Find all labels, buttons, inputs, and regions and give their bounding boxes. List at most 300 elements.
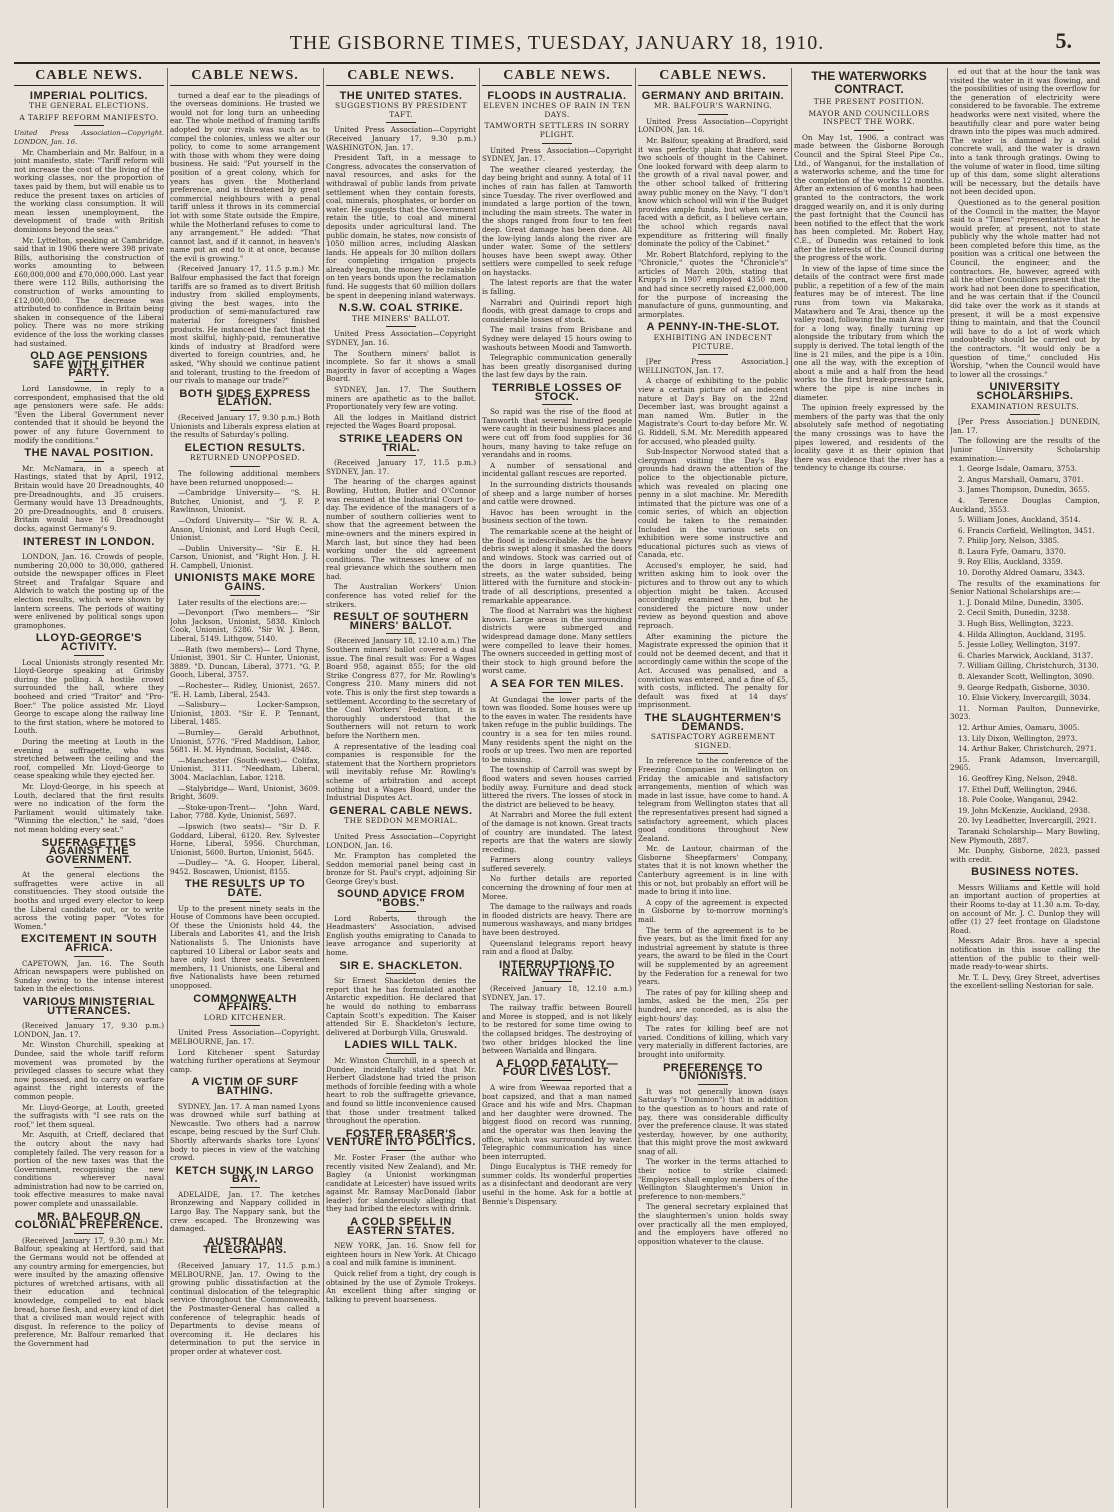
column-2 [170,68,320,1508]
article-paragraph: The damage to the railways and roads in flooded districts are heavy. There are numerous washaways, and many bridges have been destroyed. [482,902,632,938]
article-paragraph: CAPETOWN, Jan. 16. The South African newspapers were published on Sunday owing to the intense interest taken in the elections. [14,958,164,994]
article-headline: ELECTION RESULTS. [184,441,306,454]
article-headline: INTERRUPTIONS TO RAILWAY TRAFFIC. [499,958,615,980]
article-subhead: MR. BALFOUR'S WARNING. [653,101,773,111]
divider [698,1084,728,1085]
divider [230,595,260,596]
article-paragraph: 8. Alexander Scott, Wellington, 3090. [958,672,1095,681]
article-headline: FLOODS IN AUSTRALIA. [487,89,627,102]
article-paragraph: The latest reports are that the water is falling. [482,278,632,297]
article-headline: IMPERIAL POLITICS. [29,89,149,102]
article [482,1057,632,1162]
article-paragraph: Up to the present ninety seats in the House of Commons have been occupied. Of these the Unionists hold 44, the Liberals and Laborites 41, and the Irish Nationalists 5. The Unionists have captured 10 Liberal or Labor seats and have only lost three seats. Seventeen members, 11 Unionists, one Liberal and five Nationalists have been returned unopposed. [170,903,320,990]
column-separator [167,68,168,1508]
article-headline: THE SLAUGHTERMEN'S DEMANDS. [644,711,782,733]
article-paragraph: 13. Lily Dixon, Wellington, 2973. [958,733,1078,743]
article-paragraph: United Press Association—Copyright. MELBOURNE, Jan. 17. [170,1028,320,1046]
article-paragraph: Messrs Williams and Kettle will hold an important auction of properties at their Rooms to-day at 11.30 a.m. To-day, on account of Mr. J. C. Dunlop they will offer (1) 27 feet frontage on Gladstone Road. [950,882,1100,935]
article-paragraph: Mr. Winston Churchill, in a speech at Dundee, incidentally stated that Mr. Herbert Gladstone had tried the prison methods of forcible feeding with a whole heart to rob the suffragette grievance, and found so little inconvenience caused that those under treatment talked throughout the operation. [326,1055,476,1126]
article-subhead: SUGGESTIONS BY PRESIDENT TAFT. [335,101,467,119]
article-headline: A FLOOD FATALITY—FOUR LIVES LOST. [495,1057,619,1079]
article-paragraph: Mr. de Lautour, chairman of the Gisborne Sheepfarmers' Company, states that it is not known whether the Canterbury agreement is in line with this or not, but probably an effort will be made to bring it into line. [638,844,788,897]
article-paragraph: 5. Jessie Lolley, Wellington, 3197. [958,640,1081,650]
article-paragraph: 11. Norman Paulton, Dunnevirke, 3023. [950,703,1100,722]
article-paragraph: (Received January 17, 11.5 p.m.) SYDNEY, Jan. 17. [326,458,476,476]
article-paragraph: A charge of exhibiting to the public view a certain picture of an indecent nature at Day's Bay on the 22nd December last, was brought against a man named Wm. Butler in the Magistrate's Court to-day before Mr. W. G. Riddell, S.M. Mr. Meredith appeared for accused, who pleaded guilty. [638,376,788,446]
article-headline: BOTH SIDES EXPRESS ELATION. [179,387,311,409]
article-headline: LADIES WILL TALK. [344,1039,458,1052]
divider [386,911,416,912]
article [950,868,1100,991]
article-paragraph: United Press Association—Copyright (Received January 17, 9.30 p.m.) WASHINGTON, Jan. 17. [326,125,476,152]
article-paragraph: A number of sensational and incidental gallant rescues are reported. [482,460,632,479]
article-paragraph: Mr. Asquith, at Crieff, declared that the outcry about the navy had completely failed. The very reason for a portion of the new taxes was that the Government, recognising the new conditions wherever naval administration had now to be carried on, took effective measures to make naval power complete and unassailable. [14,1130,164,1209]
article-subhead: EXHIBITING AN INDECENT PICTURE. [653,333,773,351]
divider [74,549,104,550]
article-headline: INTEREST IN LONDON. [23,535,155,548]
article [170,992,320,1075]
article-headline: UNIONISTS MAKE MORE GAINS. [174,572,316,594]
divider [386,973,416,974]
divider [74,956,104,957]
divider [74,1233,104,1234]
article [170,1164,320,1234]
article-paragraph: Later results of the elections are:— [178,597,307,607]
article-paragraph: ADELAIDE, Jan. 17. The ketches Bronzewing and Nappary collided in Largo Bay. The Nappary sank, but the crew escaped. The Bronzewing was damaged. [170,1189,320,1234]
article-paragraph: ed out that at the hour the tank was visited the water in it was flowing, and the possibilities of using the overflow for the generation of electricity were considered to be favorable. The extreme headworks were next visited, where the beautifully clear and pure water being drawn into the pipes was much admired. The water is dammed by a solid concrete wall, and the water is drawn into a tank through gratings. Owing to the volume of water in flood, time silting up of this dam, some slight alterations will be necessary, but the details have not been decided upon. [950,68,1100,197]
article-paragraph: Mr. Foster Fraser (the author who recently visited New Zealand), and Mr. Bagley (a Unionist workingman candidate at Leicester) have issued writs against Mr. Ramsay MacDonald (labor leader) for slanderously alleging that they had bribed the electors with drink. [326,1152,476,1214]
article-paragraph: Mr. Balfour, speaking at Bradford, said it was perfectly plain that there were two schools of thought in the Cabinet. One looked forward with deep alarm to the growth of a rival naval power, and the other school talked of frittering away public money on the Navy. "I don't know which school will win if the Budget provides ample funds, but when we are faced with a deficit, as I believe certain, the school which regards naval expenditure as frittering will finally dominate the policy of the Cabinet." [638,135,788,249]
article-headline: GENERAL CABLE NEWS. [329,804,473,817]
article-paragraph: Accused's employer, he said, had written asking him to look over the pictures and to throw out any to which objection might be taken. Accused accordingly examined them, but he considered the picture now under review as beyond question and above reproach. [638,560,788,631]
article-paragraph: 17. Ethel Duff, Wellington, 2946. [958,784,1078,794]
article-paragraph: Taranaki Scholarship— Mary Bowling, New Plymouth, 2887. [950,826,1100,845]
article [638,711,788,1060]
column-1 [14,68,164,1508]
divider [698,753,728,754]
article-paragraph: The term of the agreement is to be five years, but as the limit fixed for any industrial agreement by statute is three years, the award to be filed in the Court will be supplemented by an agreement by the Federation for a renewal for two years. [638,925,788,987]
article-paragraph: 3. Hugh Biss, Wellington, 3223. [958,619,1074,629]
column-separator [479,68,480,1508]
article-paragraph: Dingo Eucalyptus is THE remedy for summer colds. Its wonderful properties as a disinfectant and deodorant are very useful in the home. Ask for a bottle at Bennie's Dispensary. [482,1162,632,1206]
article-paragraph: —Dudley— "A. G. Hooper, Liberal, 9452. Boscawen, Unionist, 8155. [170,858,320,876]
article [482,1163,632,1206]
article [170,1078,320,1162]
article [950,68,1100,379]
article-paragraph: Sir Ernest Shackleton denies the report that he has formulated another Antarctic expedition. He declared that he would do nothing to embarrass Captain Scott's expedition. The Kaiser attended Sir E. Shackleton's lecture, delivered at Dorburgh Villa, Gruswald. [326,976,476,1037]
column-header: CABLE NEWS. [14,68,164,86]
article-subhead: EXAMINATION RESULTS. [970,401,1080,411]
article [638,323,788,710]
article-subhead: THE GENERAL ELECTIONS. [29,101,149,111]
article-headline: AUSTRALIAN TELEGRAPHS. [203,1235,287,1257]
article-paragraph: Queensland telegrams report heavy rain and a flood at Dalby. [482,938,632,957]
article-paragraph: 20. Ivy Leadbetter, Invercargill, 2921. [958,816,1097,826]
article [14,998,164,1209]
article-paragraph: Lord Roberts, through the Headmasters' Association, advised English youths emigrating to Canada to leave arrogance and superiority at home. [326,913,476,958]
article-headline: A VICTIM OF SURF BATHING. [191,1076,299,1097]
article-subhead: TAMWORTH SETTLERS IN SORRY PLIGHT. [484,121,630,139]
article-headline: KETCH SUNK IN LARGO BAY. [175,1164,315,1186]
article [326,959,476,1038]
article-paragraph: The Southern miners' ballot is incomplete. So far it shows a small majority in favor of accepting a Wages Board. [326,348,476,384]
page-number: 5. [1055,28,1072,53]
article [14,1210,164,1349]
article-headline: THE RESULTS UP TO DATE. [184,878,306,900]
divider [698,354,728,355]
article-subhead: THE MINERS' BALLOT. [351,313,451,323]
divider [386,633,416,634]
article-headline: A COLD SPELL IN EASTERN STATES. [347,1216,455,1237]
article-paragraph: 9. George Redpath, Gisborne, 3030. [958,682,1090,692]
article-paragraph: The township of Carroll was swept by flood waters and seven houses carried bodily away. Furniture and dead stock littered the rivers. The losses of stock in the district are believed to be heavy. [482,765,632,809]
column-6 [794,68,944,1508]
article-byline: United Press Association—Copyright. LONDON, Jan. 16. [14,129,164,146]
article [14,352,164,445]
article-paragraph: United Press Association—Copyright SYDNEY, Jan. 17. [482,145,632,164]
article [170,1235,320,1357]
article [794,98,944,473]
article-paragraph: The following are the results of the Junior University Scholarship examination:— [950,436,1100,463]
article-paragraph: A representative of the leading coal companies is responsible for the statement that the Northern proprietors will inevitably refuse Mr. Rowling's scheme of arbitration and accept nothing but a Wages Board, under the Industrial Disputes Act. [326,741,476,803]
column-header: CABLE NEWS. [326,68,476,86]
divider [1010,414,1040,415]
article-paragraph: The Australian Workers' Union conference has voted relief for the strikers. [326,582,476,609]
article-subhead: THE PRESENT POSITION. [813,97,925,106]
article-paragraph: The hearing of the charges against Bowling, Hutton, Butler and O'Connor was resumed at the Industrial Court to-day. The evidence of the managers of a number of southern collieries went to show that the agreement between the mine-owners and the miners expired in March last, but since they had been working under the old agreement conditions. The witnesses knew of no real grievance which the southern men had. [326,477,476,581]
divider [74,461,104,462]
article-paragraph: The rates for killing beef are not varied. Conditions of killing, which vary very materially in different factories, are brought into uniformity. [638,1024,788,1059]
divider [230,410,260,411]
article-paragraph: 15. Frank Adamson, Invercargill, 2965. [950,754,1100,773]
article [638,1061,788,1247]
article-paragraph: —Rochester— Ridley, Unionist, 2657. "E. H. Lamb, Liberal, 2543. [170,681,320,699]
article-paragraph: —Manchester (South-west)— Colifax, Unionist, 3111. "Needham, Liberal, 3004. Maclachlan, Labor, 1218. [170,755,320,782]
article-paragraph: —Salisbury— Locker-Sampson, Unionist, 1803. "Sir E. P. Tennant, Liberal, 1485. [170,700,320,727]
article-paragraph: Mr. Lyttelton, speaking at Cambridge, said that in 1906 there were 398 private Bills, authorising the construction of works amounting to between £60,000,000 and £70,000,000. Last year there were 112 Bills, authorising the construction of works amounting to £12,000,000. The decrease was attributed to confidence in Britain being shaken in consequence of the Liberal policy. There was no more striking evidence of the loss the working classes had sustained. [14,235,164,348]
article-paragraph: At the general elections the suffragettes were active in all constituencies. They stood outside the booths and urged every elector to keep the Liberal candidate out, or to write across the voting paper "Votes for Women." [14,870,164,931]
article-paragraph: (Received January 18, 12.10 a.m.) The Southern miners' ballot covered a dual issue. The final result was: For a Wages Board 958, against 855; for the old Strike Congress 877, for Mr. Rowling's Congress 210. Many miners did not vote. This is only the first step towards a settlement. According to the secretary of the Coal Workers' Federation, it is thoroughly understood that the Southerners will not return to work before the Northern men. [326,636,476,740]
article-paragraph: United Press Association—Copyright LONDON, Jan. 16. [326,831,476,850]
article-paragraph: United Press Association—Copyright SYDNEY, Jan. 16. [326,329,476,348]
article-headline: COMMONWEALTH AFFAIRS. [193,992,297,1014]
article [326,432,476,609]
article-headline: THE NAVAL POSITION. [24,447,154,460]
article-paragraph: Havoc has been wrought in the business section of the town. [482,507,632,526]
article [482,89,632,380]
divider [74,867,104,868]
article [170,880,320,990]
column-header: CABLE NEWS. [170,68,320,86]
article-paragraph: Lord Kitchener spent Saturday watching further operations at Seymour camp. [170,1047,320,1074]
article-headline: VARIOUS MINISTERIAL UTTERANCES. [22,996,156,1017]
article-subhead: ELEVEN INCHES OF RAIN IN TEN DAYS. [483,101,631,119]
article [170,92,320,386]
article-headline: GERMANY AND BRITAIN. [641,89,785,102]
article-paragraph: 10. Dorothy Aldred Oamaru, 3343. [958,568,1085,578]
article-headline: SOUND ADVICE FROM "BOBS." [337,888,465,910]
divider [74,655,104,656]
divider [230,1025,260,1026]
article-paragraph: (Received January 17, 11.5 p.m.) MELBOURNE, Jan. 17. Owing to the growing public dissatisfaction at the continual dislocation of the telegraphic service throughout the Commonwealth, the Postmaster-General has called a conference of telegraphic heads of Departments to devise means of overcoming it. He declares his determination to put the service in proper order at whatever cost. [170,1261,320,1356]
article-paragraph: —Stoke-upon-Trent— "John Ward, Labor, 7788. Kyde, Unionist, 5697. [170,802,320,821]
article [14,836,164,932]
article-paragraph: In reference to the conference of the Freezing Companies in Wellington on Friday the amicable and satisfactory arrangements, mention of which was made in last issue, have come to hand. A telegram from Wellington states that all the representatives present had signed a satisfactory agreement, which places good conditions throughout New Zealand. [638,756,788,843]
article-paragraph: Mr. Robert Blatchford, replying to the "Chronicle," quotes the "Chronicle's" articles of March 20th, stating that Krupp's in 1907 employed 4350 men, and had since secretly raised £2,000,000 for the purpose of increasing the manufacture of guns, gunmounting, and armorplates. [638,249,788,319]
article-headline: TERRIBLE LOSSES OF STOCK. [491,382,622,403]
article-paragraph: The rates of pay for killing sheep and lambs, asked be the men, 25s per hundred, are conceded, as is also the eight-hours' day. [638,987,788,1023]
article [14,89,164,349]
article-paragraph: Sub-Inspector Norwood stated that a clergyman visiting the Day's Bay grounds had drawn the attention of the police to the objectionable picture, which was revealed on placing one penny in a slot machine. Mr. Meredith intimated that the picture was one of a comic series, of which an objection could be taken to the remainder. Included in the various sets on exhibition were some instructive and educational pictures such as views of Canada, etc. [638,447,788,560]
article-paragraph: United Press Association—Copyright LONDON, Jan. 16. [638,116,788,135]
article-headline: SUFFRAGETTES AGAINST THE GOVERNMENT. [41,836,137,866]
article-paragraph: The following additional members have been returned unopposed:— [170,468,320,487]
article-paragraph: —Oxford University— "Sir W. R. A. Anson, Unionist, and Lord Hugh Cecil, Unionist. [170,515,320,543]
article-paragraph: 2. Cecil Smith, Dunedin, 3238. [958,608,1070,618]
article-paragraph: In view of the lapse of time since the details of the contract were first made public, a repetition of a few of the main features may be of interest. The line runs from town via Makaraka, Matawhero and Te Arai, thence up the valley road, following the main Arai river for a long way, finally turning up alongside the tributary from which the supply is derived. The total length of the line is 21 miles, and the pipe is a 10in. one all the way, with the exception of about a mile and a half from the head works to the first break-pressure tank, where the pipe is nine inches in diameter. [794,263,944,402]
article [950,383,1100,864]
divider [230,901,260,902]
article-paragraph: Mr. Dunphy, Gisborne, 2823, passed with credit. [950,846,1100,864]
article [326,890,476,957]
article [326,613,476,802]
article-paragraph: 3. James Thompson, Dunedin, 3655. [958,485,1090,495]
article-paragraph: President Taft, in a message to Congress, advocates the conservation of naval resources, and asks for the withdrawal of public lands from private settlement when they contain forests, coal, minerals, phosphates, or border on water. He suggests that the Government retain the title, to coal and mineral deposits under agricultural land. The public domain, he states, now consists of 1050 million acres, including Alaskan lands. He appeals for 30 million dollars for completing irrigation projects already begun, the money to be raisable on ten years bonds upon the reclamation fund. He suggests that 60 million dollars be spent in deepening inland waterways. [326,153,476,300]
divider [74,381,104,382]
article-paragraph: Farmers along country valleys suffered severely. [482,855,632,873]
column-header: CABLE NEWS. [638,68,788,86]
article-paragraph: 2. Angus Marshall, Oamaru, 3701. [958,474,1084,484]
article-paragraph: Mr. T. L. Devy, Grey Street, advertises the excellent-selling Nestorian for sale. [950,972,1100,991]
article-paragraph: —Cambridge University— "S. H. Butcher, Unionist, and "J. F. P. Rawlinson, Unionist. [170,488,320,515]
article-paragraph: The worker in the terms attached to their notice to strike claimed: "Employers shall employ members of the Wellington Slaughtermen's Union in preference to non-members." [638,1157,788,1201]
article-paragraph: 8. Laura Fyfe, Oamaru, 3370. [958,546,1066,556]
masthead [0,22,1114,62]
article [14,634,164,834]
divider [1010,880,1040,881]
article-paragraph: The general secretary explained that the slaughtermen's union holds sway over practically all the men employed, and the employers have offered no opposition whatever to the clause. [638,1202,788,1246]
article-headline: RESULT OF SOUTHERN MINERS' BALLOT. [333,611,469,632]
article-paragraph: 14. Arthur Baker, Christchurch, 2971. [958,744,1097,754]
article [326,1127,476,1214]
article-paragraph: Quick relief from a tight, dry cough is obtained by the use of Zymole Trokeys. An excellent thing after singing or talking to prevent hoarseness. [326,1269,476,1304]
article-headline: THE UNITED STATES. [339,89,463,102]
article-paragraph: [Per Press Association.] WELLINGTON, Jan. 17. [638,357,788,375]
article-paragraph: The mail trains from Brisbane and Sydney were delayed 15 hours owing to washouts between Moodi and Tamworth. [482,325,632,352]
article-paragraph: (Received January 18, 12.10 a.m.) SYDNEY, Jan. 17. [482,984,632,1002]
article-paragraph: 7. William Gilling, Christchurch, 3130. [958,661,1099,671]
article-paragraph: The results of the examinations for Senior National Scholarships are:— [950,578,1100,597]
article [482,384,632,676]
article-paragraph: Mr. McNamara, in a speech at Hastings, stated that by April, 1912, Britain would have 20 Dreadnoughts, 40 pre-Dreadnoughts, and 35 cruisers. Germany would have 13 Dreadnoughts, 20 pre-Dreadnoughts, and 8 cruisers. Britain would have 16 Dreadnought docks, against Germany's 9. [14,463,164,533]
article [170,574,320,876]
article-subhead: RETURNED UNOPPOSED. [189,453,301,463]
divider [542,692,572,693]
divider [386,1238,416,1239]
article-paragraph: No further details are reported concerning the drowning of four men at Moree. [482,874,632,901]
article [326,304,476,431]
article-headline: FOSTER FRASER'S VENTURE INTO POLITICS. [326,1127,476,1149]
article-paragraph: Mr. Frampton has completed the Seddon memorial panel being cast in bronze for St. Paul's crypt, adjoining Sir George Grey's bust. [326,851,476,886]
article-paragraph: The opinion freely expressed by the members of the party was that the only absolutely safe method of negotiating the many crossings was to have the pipes lowered, and residents of the locality gave it as their opinion that there was evidence that the river has a tendency to change its course. [794,403,944,473]
divider [386,326,416,327]
article-subhead: LORD KITCHENER. [203,1012,287,1022]
article-paragraph: The weather cleared yesterday, the day being bright and sunny. A total of 11 inches of rain has fallen at Tamworth since Tuesday. The river overflowed and inundated a large portion of the town, including the main streets. The water in the shops ranged from four to ten feet deep. Great damage has been done. All the low-lying lands along the river are under water. Some of the settlers' houses have been swept away. Other settlers were compelled to seek refuge on haystacks. [482,164,632,277]
article-paragraph: Narrabri and Quirindi report high floods, with great damage to crops and considerable losses of stock. [482,297,632,324]
article-headline: SIR E. SHACKLETON. [339,959,463,972]
columns-container [14,68,1104,1508]
article-subhead: MAYOR AND COUNCILLORS INSPECT THE WORK. [808,108,930,127]
article-subhead: THE SEDDON MEMORIAL. [344,816,458,826]
article [326,804,476,887]
article-paragraph: A copy of the agreement is expected in Gisborne by to-morrow morning's mail. [638,897,788,925]
column-header: CABLE NEWS. [482,68,632,86]
article-paragraph: Mr. Winston Churchill, speaking at Dundee, said the whole tariff reform movement was promoted by the privileged classes to secure what they now possessed, and to carry on warfare against the right interests of the common people. [14,1040,164,1101]
article-headline: PREFERENCE TO UNIONISTS. [663,1061,763,1083]
divider [542,981,572,982]
article-subhead: SATISFACTORY AGREEMENT SIGNED. [650,732,776,750]
article-paragraph: All the lodges in Maitland district rejected the Wages Board proposal. [326,412,476,431]
article-paragraph: (Received January 17, 9.30 p.m.) LONDON, Jan. 17. [14,1021,164,1039]
column-7 [950,68,1100,1508]
column-header: THE WATERWORKS CONTRACT. [811,69,927,96]
article-paragraph: (Received January 17, 9.30 p.m.) Mr. Balfour, speaking at Hertford, said that the Germans would not be offended at any country arming for emergencies, but were insulted by the amazing offensive pictures of wretched artisans, with all their education and technical knowledge, compelled to eat black bread, horse flesh, and every kind of diet that a civilised man would reject with disgust. In reference to the policy of preference, Mr. Balfour remarked that the Government had [14,1235,164,1348]
article [14,449,164,533]
article-headline: UNIVERSITY SCHOLARSHIPS. [976,381,1074,402]
article-paragraph: —Stalybridge— Ward, Unionist, 3609. Bright, 3609. [170,783,320,802]
divider [854,130,884,131]
article-paragraph: LONDON, Jan. 16. Crowds of people, numbering 20,000 to 30,000, gathered outside the newspaper offices in Fleet Street and Trafalgar Square and Aldwich to watch the posting up of the election results, which were shown by lantern screens. The periods of waiting were enlivened by political songs upon gramophones. [14,552,164,630]
article-headline: A PENNY-IN-THE-SLOT. [646,321,780,334]
article-paragraph: —Dublin University— "Sir E. H. Carson, Unionist, and "Right Hon. J. H. H. Campbell, Unionist. [170,543,320,570]
article-paragraph: A wire from Weewaa reported that a boat capsized, and that a man named Grace and his wife and Mrs. Chapman and her daughter were drowned. The biggest flood on record was running, and the operator was then leaving the office, which was surrounded by water. Telegraphic communication has since been interrupted. [482,1082,632,1161]
article-paragraph: Mr. Lloyd-George, at Louth, greeted the suffragists with "I see rats on the roof," let them squeal. [14,1102,164,1129]
divider [698,114,728,115]
article-headline: LLOYD-GEORGE'S ACTIVITY. [35,632,143,654]
divider [386,122,416,123]
divider [542,143,572,144]
article-paragraph: 1. J. Donald Milne, Dunedin, 3305. [958,597,1084,607]
article-paragraph: (Received January 17, 9.30 p.m.) Both Unionists and Liberals express elation at the results of Saturday's polling. [170,412,320,440]
article-paragraph: At Gundagai the lower parts of the town was flooded. Some houses were up to the eaves in water. The residents have taken refuge in the public buildings. The country is a sea for ten miles round. Many residents spent the night on the roofs or up trees. Two men are reported to be missing. [482,694,632,764]
column-separator [323,68,324,1508]
article-headline: STRIKE LEADERS ON TRIAL. [338,432,463,454]
article-paragraph: The remarkable scene at the height of the flood is indescribable. As the heavy debris swept along it smashed the doors and windows. Stock was carried out of the doors in large quantities. The streets, as the water subsided, being littered with the furniture and stock-in-trade of all descriptions, presented a remarkable appearance. [482,526,632,605]
divider [74,1018,104,1019]
article-paragraph: The railway traffic between Bourell and Moree is stopped, and is not likely to be restored for some time owing to the collapsed bridges. The destroying of two other bridges blocked the line between Warialda and Bingara. [482,1003,632,1056]
article-paragraph: —Bath (two members)— Lord Thyne, Unionist, 3901. Sir C. Hunter, Unionist, 3889. "D. Duncan, Liberal, 3771. "G. P. Gooch, Liberal, 3757. [170,644,320,680]
article-headline: A SEA FOR TEN MILES. [490,678,624,690]
article-paragraph: 6. Francis Corfield, Wellington, 3451. [958,525,1095,535]
article-paragraph: At Narrabri and Moree the full extent of the damage is not known. Great tracts of country are inundated. The latest reports are that the waters are slowly receding. [482,810,632,854]
article-headline: N.S.W. COAL STRIKE. [338,302,464,315]
article-paragraph: Lord Lansdowne, in reply to a correspondent, emphasised that the old age pensioners were safe. He adds: "Even the Liberal Government never contended that it should be beyond the power of any future Government to modify the conditions." [14,384,164,445]
column-4 [482,68,632,1508]
article-paragraph: Mr. Chamberlain and Mr. Balfour, in a joint manifesto, state: "Tariff reform will not increase the cost of the living of the working classes, nor the proportion of taxes paid by them, but will enable us to reduce the present taxes on articles of the working class consumption. It will mean lessen unemployment, the development of trade with British dominions beyond the seas." [14,147,164,234]
divider [230,1258,260,1259]
article-paragraph: It was not generally known (says Saturday's "Dominion") that in addition to the question as to hours and rate of pay, there was considerable difficulty over the preference clause. It was stated yesterday, however, by one authority, that this might prove the most awkward snag of all. [638,1086,788,1156]
article-paragraph: In the surrounding districts thousands of sheep and a large number of horses and cattle were drowned. [482,479,632,507]
article-paragraph: (Received January 17, 11.5 p.m.) Mr. Balfour emphasised the fact that foreign tariffs are so framed as to divert British industry from skilled employments, giving the best wages, into the production of semi-manufactured raw material for foreigners' finished products. He instanced the fact that the most skilful, highly-paid, remunerative kinds of industry at Bradford were diverted to foreign countries, and, he asked, "Why should we continue patient and tolerant, trusting to the freedom of our rivals to manage our trade?" [170,264,320,386]
article-paragraph: NEW YORK, Jan. 16. Snow fell for eighteen hours in New York. At Chicago a coal and milk famine is imminent. [326,1241,476,1268]
article-paragraph: 1. George Isdale, Oamaru, 3753. [958,464,1078,474]
article-paragraph: 6. Charles Marwick, Auckland, 3137. [958,650,1094,660]
article-paragraph: 12. Arthur Amies, Oamaru, 3005. [958,722,1080,732]
article-paragraph: 7. Philip Jory, Nelson, 3385. [958,536,1060,546]
divider [74,125,104,126]
article-paragraph: —Burnley— Gerald Arbuthnot, Unionist, 5776. "Fred Maddison, Labor, 5681. H. M. Hyndman, Socialist, 4948. [170,727,320,755]
article-paragraph: SYDNEY, Jan. 17. A man named Lyons was drowned while surf bathing at Newcastle. Two others had a narrow escape, being rescued by the Surf Club. Shortly afterwards sharks tore Lyons' body to pieces in view of the watching crowd. [170,1101,320,1163]
article-paragraph: On May 1st, 1906, a contract was made between the Gisborne Borough Council and the Spiral Steel Pipe Co., Ltd., of Wanganui, for the installation of a waterworks scheme, and the time for the completion of the works 12 months. After an extension of 6 months had been granted to the contractors, the work dragged wearily on, and it is only during the past fortnight that the Council has been notified to the effect that the work has been completed. Mr. Robert Hay, C.E., of Dunedin was retained to look after the interests of the Council during the progress of the work. [794,132,944,263]
divider [386,1053,416,1054]
article-paragraph: Local Unionists strongly resented Mr. Lloyd-George speaking at Grimsby during the polling. A hostile crowd surrounded the hall, where they booheed and cried "Traitor" and "Pro-Boer." The police assisted Mr. Lloyd George to escape along the railway line to the first station, where he motored to Louth. [14,657,164,736]
article-paragraph: 4. Terence Douglas Campion, Auckland, 3553. [950,495,1100,514]
article [326,1270,476,1304]
article-paragraph: 19. John McKenzie, Auckland, 2938. [958,805,1090,815]
divider [542,1080,572,1081]
article [326,89,476,301]
article-paragraph: During the meeting at Louth in the evening a suffragette, who was stretched between the ceiling and the roof, compelled Mr. Lloyd-George to cease speaking while they ejected her. [14,736,164,781]
column-3 [326,68,476,1508]
divider [230,466,260,467]
article-paragraph: So rapid was the rise of the flood at Tamworth that several hundred people were caught in their business places and were cut off from food supplies for 36 hours, many having to take refuge on verandahs and in rooms. [482,407,632,460]
article [14,535,164,631]
divider [230,1099,260,1100]
article [170,441,320,571]
article [326,1218,476,1268]
divider [386,1150,416,1151]
masthead-rule [14,62,1100,64]
article-paragraph: Telegraphic communication generally has been greatly disorganised during the last few days by the rain. [482,353,632,380]
article-paragraph: Questioned as to the general position of the Council in the matter, the Mayor said to a "Times" representative that he would prefer, at present, not to state publicly why the whole matter had not been completed before this time, as the position was a critical one between the Council, the engineer, and the contractors. He, however, agreed with all the other Councillors present that the work had not been done to specification, and he was certain that if the Council did take over the work as it stands at present, it will be a most expensive thing to maintain, and that the Council will have to do a lot of work which undoubtedly should be carried out by the contractors. "It would only be a question of time," concluded His Worship, "when the Council would have to lower all the crossings." [950,197,1100,379]
column-separator [791,68,792,1508]
article-paragraph: 10. Elsie Vickery, Invercargill, 3034. [958,693,1091,703]
article [326,1041,476,1125]
article-subhead: A TARIFF REFORM MANIFESTO. [19,112,159,122]
article-paragraph: —Ipswich (two seats)— "Sir D. F. Goddard, Liberal, 6120. Rev. Sylvester Horne, Liberal, 5956. Churchman, Unionist, 5600. Burton, Unionist, 5645. [170,821,320,857]
article-paragraph: —Devonport (Two members— "Sir John Jackson, Unionist, 5838. Kinloch Cook, Unionist, 5286. "Sir W. J. Benn, Liberal, 5149. Lithgow, 5140. [170,608,320,644]
masthead-title: THE GISBORNE TIMES, TUESDAY, JANUARY 18, 1910. [289,32,825,54]
article-paragraph: 9. Roy Ellis, Auckland, 3359. [958,557,1063,567]
article-paragraph: The flood at Narrabri was the highest known. Large areas in the surrounding districts were submerged and widespread damage done. Many settlers were compelled to leave their homes. The owners succeeded in getting most of their stock to high ground before the worst came. [482,606,632,676]
article-headline: BUSINESS NOTES. [971,866,1079,879]
article-paragraph: 16. Geoffrey King, Nelson, 2948. [958,773,1078,783]
article [482,680,632,957]
article [482,958,632,1056]
column-separator [635,68,636,1508]
divider [386,455,416,456]
article-headline: MR. BALFOUR ON COLONIAL PREFERENCE. [14,1210,164,1232]
article-headline: EXCITEMENT IN SOUTH AFRICA. [20,933,157,955]
article [14,935,164,994]
article [170,387,320,440]
article-paragraph: 5. William Jones, Auckland, 3514. [958,515,1081,525]
article-paragraph: [Per Press Association.] DUNEDIN, Jan. 17. [950,417,1100,435]
article-paragraph: 18. Pole Cooke, Wanganui, 2942. [958,795,1079,805]
article-paragraph: Mr. Lloyd-George, in his speech at Louth, declared that the first results were no indication of the form the Parliament would ultimately take. "Winning the election," he said, "does not mean holding every seat." [14,781,164,834]
article-paragraph: turned a deaf ear to the pleadings of the overseas dominions. He trusted we would not for long turn an unheeding ear. The whole method of framing tariffs adopted by our rivals was such as to compel the colonies, unless we alter our policy, to come to some arrangement with those with whom they were doing business. He said: "Put yourself in the position of a great colony, which for years has given the Motherland preference, and is threatened by great commercial neighbours with a penal tariff unless it throws in its commercial lot with some State outside the Empire, while the Motherland refuses to come to any arrangement." He added: "That cannot last, and if it cannot, in heaven's name put an end to it at once, because the evil is growing." [170,90,320,263]
article-paragraph: SYDNEY, Jan. 17. The Southern miners are apathetic as to the ballot. Proportionately very few are voting. [326,385,476,412]
divider [386,829,416,830]
divider [230,1187,260,1188]
column-separator [947,68,948,1508]
divider [542,404,572,405]
article-paragraph: After examining the picture the Magistrate expressed the opinion that it could not be deemed decent, and that it accordingly came within the scope of the Act. Accused was penalised, and a conviction was entered, and a fine of £5, with costs, inflicted. The penalty for default was fixed at 14 days' imprisonment. [638,631,788,710]
article-paragraph: 4. Hilda Allington, Auckland, 3195. [958,629,1087,639]
article [638,89,788,320]
column-5 [638,68,788,1508]
article-headline: OLD AGE PENSIONS SAFE WITH EITHER PARTY. [30,350,148,380]
